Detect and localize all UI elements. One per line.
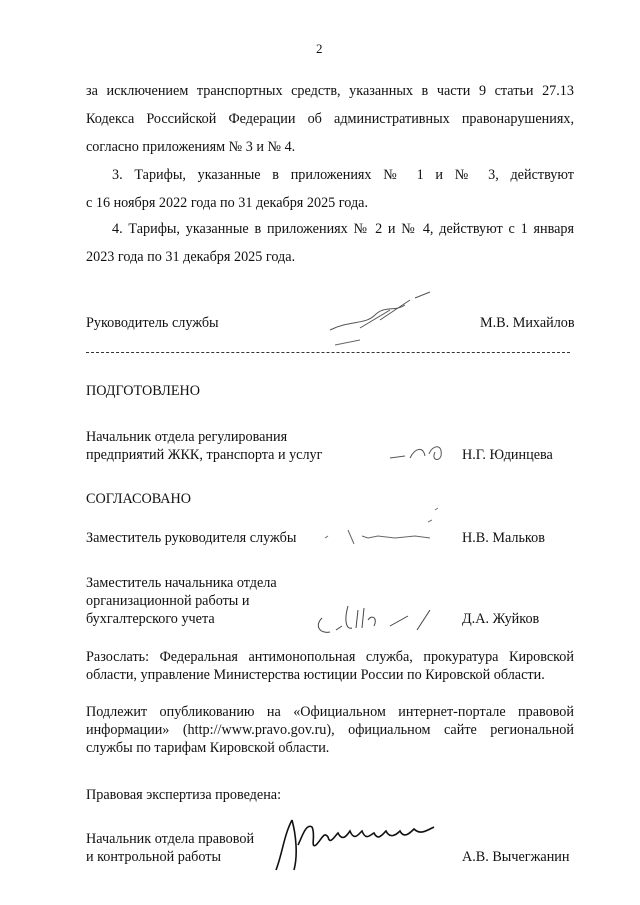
agreed-heading: СОГЛАСОВАНО bbox=[86, 491, 192, 507]
deputy-dept-name: Д.А. Жуйков bbox=[462, 611, 540, 627]
publication-note bbox=[86, 703, 574, 757]
head-position: Руководитель службы bbox=[86, 315, 219, 331]
text-line: 3. Тарифы, указанные в приложениях № 1 и № 3, действуют bbox=[112, 167, 574, 183]
text-line: согласно приложениям № 3 и № 4. bbox=[86, 139, 296, 155]
paragraph-continuation bbox=[86, 77, 574, 161]
deputy-head-signature-scribble bbox=[320, 500, 460, 550]
text-line: с 16 ноября 2022 года по 31 декабря 2025 года. bbox=[86, 195, 369, 211]
text-line: 4. Тарифы, указанные в приложениях № 2 и № 4, действуют с 1 января bbox=[112, 221, 574, 237]
legal-head-signature-scribble bbox=[262, 815, 447, 875]
prepared-heading: ПОДГОТОВЛЕНО bbox=[86, 383, 200, 399]
separator-line bbox=[86, 352, 570, 353]
deputy-dept-position-line-1: Заместитель начальника отдела bbox=[86, 575, 277, 591]
text-line: области, управление Министерства юстиции России по Кировской области. bbox=[86, 667, 545, 683]
head-name: М.В. Михайлов bbox=[480, 315, 575, 331]
prepared-position-line-2: предприятий ЖКК, транспорта и услуг bbox=[86, 447, 323, 463]
text-line: Подлежит опубликованию на «Официальном интернет-портале правовой bbox=[86, 704, 574, 720]
paragraph-item-4 bbox=[86, 215, 574, 271]
legal-head-position-line-2: и контрольной работы bbox=[86, 849, 221, 865]
text-line: Кодекса Российской Федерации об административных правонарушениях, bbox=[86, 111, 574, 127]
text-line: 2023 года по 31 декабря 2025 года. bbox=[86, 249, 296, 265]
page-number: 2 bbox=[316, 41, 323, 56]
deputy-head-name: Н.В. Мальков bbox=[462, 530, 545, 546]
prepared-signature-scribble bbox=[385, 438, 455, 468]
deputy-head-position: Заместитель руководителя службы bbox=[86, 530, 297, 546]
distribution-list bbox=[86, 648, 574, 684]
legal-review-note: Правовая экспертиза проведена: bbox=[86, 787, 282, 803]
text-line: за исключением транспортных средств, указанных в части 9 статьи 27.13 bbox=[86, 83, 574, 99]
text-line: службы по тарифам Кировской области. bbox=[86, 740, 330, 756]
deputy-dept-signature-scribble bbox=[312, 596, 442, 641]
text-line: Разослать: Федеральная антимонопольная служба, прокуратура Кировской bbox=[86, 649, 574, 665]
deputy-dept-position-line-2: организационной работы и bbox=[86, 593, 250, 609]
legal-head-name: А.В. Вычегжанин bbox=[462, 849, 570, 865]
text-line: информации» (http://www.pravo.gov.ru), официальном сайте региональной bbox=[86, 722, 574, 738]
prepared-name: Н.Г. Юдинцева bbox=[462, 447, 553, 463]
paragraph-item-3 bbox=[86, 161, 574, 217]
head-signature-scribble bbox=[320, 290, 440, 350]
legal-head-position-line-1: Начальник отдела правовой bbox=[86, 831, 255, 847]
deputy-dept-position-line-3: бухгалтерского учета bbox=[86, 611, 215, 627]
prepared-position-line-1: Начальник отдела регулирования bbox=[86, 429, 288, 445]
